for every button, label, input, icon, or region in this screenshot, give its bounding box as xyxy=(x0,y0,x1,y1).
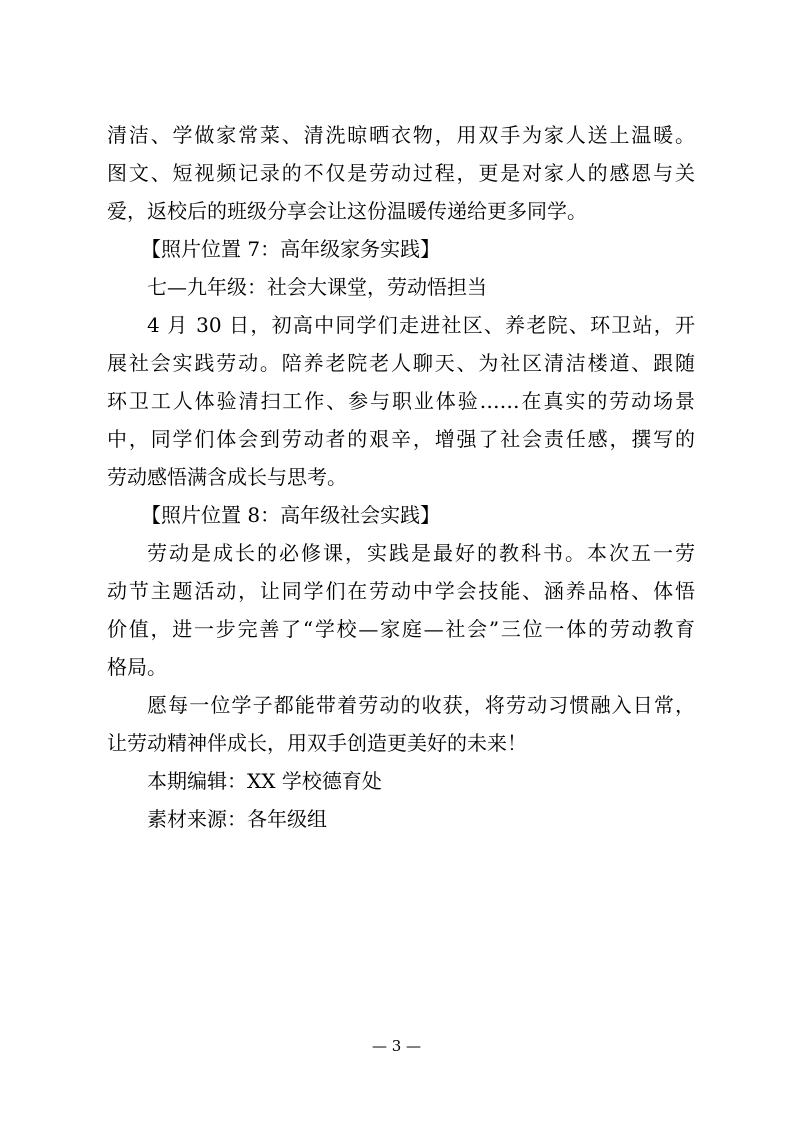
paragraph-line: 环卫工人体验清扫工作、参与职业体验……在真实的劳动场景 xyxy=(107,389,695,413)
paragraph-line: 价值，进一步完善了“学校—家庭—社会”三位一体的劳动教育 xyxy=(107,617,695,641)
paragraph-line: 清洁、学做家常菜、清洗晾晒衣物，用双手为家人送上温暖。 xyxy=(107,123,695,147)
photo-placeholder-7: 【照片位置 7：高年级家务实践】 xyxy=(141,237,441,261)
paragraph-line: 展社会实践劳动。陪养老院老人聊天、为社区清洁楼道、跟随 xyxy=(107,351,695,375)
photo-placeholder-8: 【照片位置 8：高年级社会实践】 xyxy=(141,503,441,527)
paragraph-line: 动节主题活动，让同学们在劳动中学会技能、涵养品格、体悟 xyxy=(107,579,695,603)
paragraph-line: 爱，返校后的班级分享会让这份温暖传递给更多同学。 xyxy=(107,199,587,223)
paragraph-line: 劳动是成长的必修课，实践是最好的教科书。本次五一劳 xyxy=(147,541,695,565)
paragraph-line: 格局。 xyxy=(107,655,167,679)
paragraph-line: 愿每一位学子都能带着劳动的收获，将劳动习惯融入日常， xyxy=(147,693,695,717)
section-heading: 七—九年级：社会大课堂，劳动悟担当 xyxy=(147,275,487,299)
source-credit: 素材来源：各年级组 xyxy=(147,807,327,831)
paragraph-line: 让劳动精神伴成长，用双手创造更美好的未来！ xyxy=(107,731,527,755)
paragraph-line: 图文、短视频记录的不仅是劳动过程，更是对家人的感恩与关 xyxy=(107,161,695,185)
editor-credit: 本期编辑：XX 学校德育处 xyxy=(147,769,382,793)
paragraph-line: 劳动感悟满含成长与思考。 xyxy=(107,465,347,489)
paragraph-line: 中，同学们体会到劳动者的艰辛，增强了社会责任感，撰写的 xyxy=(107,427,695,451)
document-body xyxy=(107,116,695,838)
paragraph-line: 4 月 30 日，初高中同学们走进社区、养老院、环卫站，开 xyxy=(147,313,695,337)
page-number: — 3 — xyxy=(371,1037,422,1055)
